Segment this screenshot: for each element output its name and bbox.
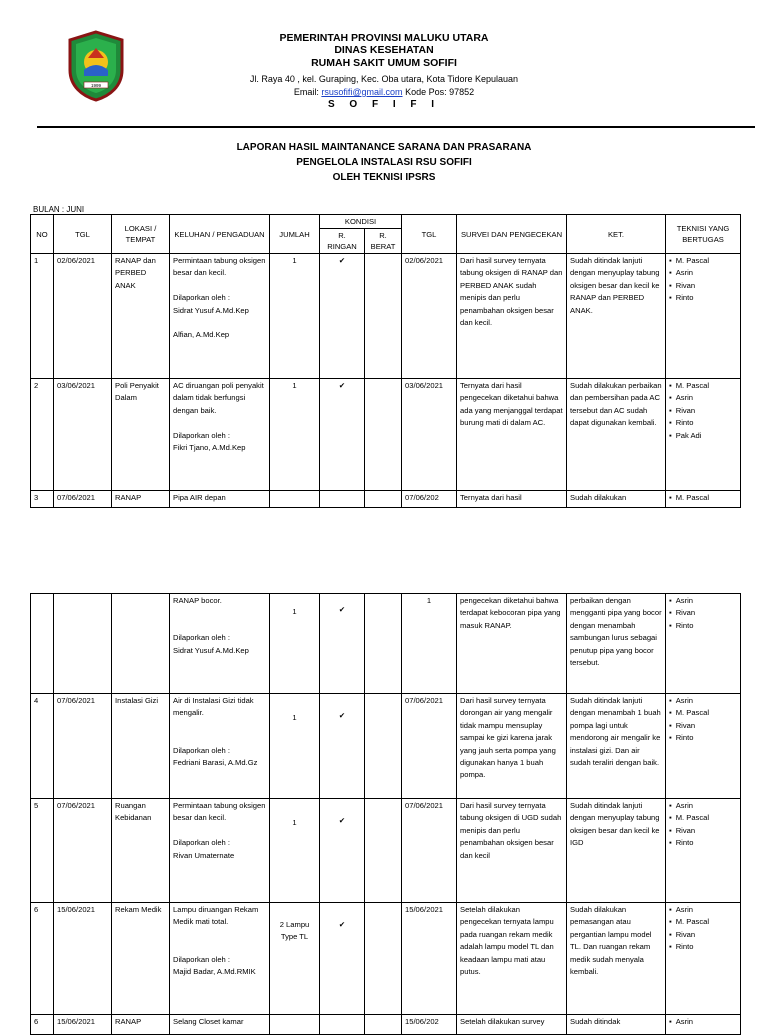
technician-item: ▪ Rivan	[669, 405, 737, 417]
row-location: RANAP	[112, 1015, 170, 1035]
row-location: Ruangan Kebidanan	[112, 799, 170, 903]
row-technicians	[666, 594, 741, 694]
col-tgl2: TGL	[402, 215, 457, 254]
row-date	[54, 594, 112, 694]
technician-item: ▪ Rivan	[669, 607, 737, 619]
header-row	[31, 215, 741, 229]
row-complaint: Pipa AIR depan	[170, 491, 270, 508]
row-survey: Dari hasil survey ternyata tabung oksigen di UGD sudah menipis dan perlu penambahan oksigen besar dan kecil	[457, 799, 567, 903]
technician-item: ▪ M. Pascal	[669, 380, 737, 392]
technician-item: ▪ Rinto	[669, 732, 737, 744]
row-complaint: Permintaan tabung oksigen besar dan kecil. Dilaporkan oleh : Rivan Umaternate	[170, 799, 270, 903]
col-keluhan: KELUHAN / PENGADUAN	[170, 215, 270, 254]
report-month: BULAN : JUNI	[33, 205, 85, 214]
row-location: Rekam Medik	[112, 903, 170, 1015]
technician-item: ▪ Asrin	[669, 392, 737, 404]
row-no: 4	[31, 694, 54, 799]
city-name: S O F I F I	[327, 99, 441, 110]
table-row	[31, 1015, 741, 1035]
row-complaint: Air di Instalasi Gizi tidak mengalir. Dilaporkan oleh : Fedriani Barasi, A.Md.Gz	[170, 694, 270, 799]
row-complaint: Lampu diruangan Rekam Medik mati total. Dilaporkan oleh : Majid Badar, A.Md.RMIK	[170, 903, 270, 1015]
minor-damage-check-icon: ✔	[320, 379, 365, 491]
col-tgl: TGL	[54, 215, 112, 254]
row-date: 15/06/2021	[54, 1015, 112, 1035]
col-survei: SURVEI DAN PENGECEKAN	[457, 215, 567, 254]
row-remarks: Sudah ditindak lanjuti dengan menambah 1 buah pompa lagi untuk mendorong air mengalir ke instalasi gizi. Dan air sudah teraliri dengan baik.	[567, 694, 666, 799]
row-no: 6	[31, 903, 54, 1015]
row-quantity: 1	[270, 694, 320, 799]
row-minor-damage	[320, 491, 365, 508]
row-major-damage	[365, 379, 402, 491]
row-no: 2	[31, 379, 54, 491]
minor-damage-check-icon: ✔	[320, 799, 365, 903]
postal-code: Kode Pos: 97852	[405, 87, 475, 97]
technician-item: ▪ Asrin	[669, 595, 737, 607]
svg-text:1999: 1999	[90, 83, 102, 88]
maintenance-table-continued	[30, 593, 741, 1035]
row-quantity	[270, 491, 320, 508]
row-no: 5	[31, 799, 54, 903]
row-location	[112, 594, 170, 694]
col-r-berat: R. BERAT	[365, 229, 402, 254]
row-survey: Dari hasil survey ternyata tabung oksigen di RANAP dan PERBED ANAK sudah menipis dan perlu penambahan oksigen besar dan kecil.	[457, 254, 567, 379]
row-complaint: RANAP bocor. Dilaporkan oleh : Sidrat Yusuf A.Md.Kep	[170, 594, 270, 694]
row-no: 3	[31, 491, 54, 508]
row-major-damage	[365, 491, 402, 508]
col-kondisi: KONDISI	[320, 215, 402, 229]
dept-title: DINAS KESEHATAN	[334, 44, 434, 56]
page-2	[0, 590, 768, 1024]
row-survey: Setelah dilakukan pengecekan ternyata lampu pada ruangan rekam medik adalah lampu model TL dan keadaan lampu mati atau putus.	[457, 903, 567, 1015]
table-row	[31, 491, 741, 508]
row-minor-damage	[320, 1015, 365, 1035]
page-gap	[0, 535, 768, 590]
row-date: 07/06/2021	[54, 694, 112, 799]
gov-title: PEMERINTAH PROVINSI MALUKU UTARA	[279, 32, 489, 44]
contact-line	[210, 87, 558, 97]
row-check-date: 02/06/2021	[402, 254, 457, 379]
row-major-damage	[365, 694, 402, 799]
table-row	[31, 594, 741, 694]
row-major-damage	[365, 254, 402, 379]
row-survey: Dari hasil survey ternyata dorongan air yang mengalir tidak mampu mensuplay sampai ke gizi karena jarak yang jauh serta pompa yang digunakan hanya 1 buah pompa.	[457, 694, 567, 799]
table-row	[31, 799, 741, 903]
col-ket: KET.	[567, 215, 666, 254]
row-quantity: 1	[270, 594, 320, 694]
technician-item: ▪ M. Pascal	[669, 492, 737, 504]
address: Jl. Raya 40 , kel. Guraping, Kec. Oba utara, Kota Tidore Kepulauan	[249, 74, 519, 84]
row-complaint: AC diruangan poli penyakit dalam tidak berfungsi dengan baik. Dilaporkan oleh : Fikri Tjano, A.Md.Kep	[170, 379, 270, 491]
table-row	[31, 903, 741, 1015]
technician-item: ▪ Rinto	[669, 837, 737, 849]
row-complaint: Permintaan tabung oksigen besar dan kecil. Dilaporkan oleh : Sidrat Yusuf A.Md.Kep Alfian, A.Md.Kep	[170, 254, 270, 379]
row-check-date: 15/06/2021	[402, 903, 457, 1015]
maintenance-table	[30, 214, 741, 508]
row-location: RANAP dan PERBED ANAK	[112, 254, 170, 379]
minor-damage-check-icon: ✔	[320, 694, 365, 799]
table-row	[31, 379, 741, 491]
province-emblem-logo	[66, 30, 126, 102]
report-title-2: PENGELOLA INSTALASI RSU SOFIFI	[296, 157, 472, 168]
technician-item: ▪ Asrin	[669, 267, 737, 279]
col-jumlah: JUMLAH	[270, 215, 320, 254]
row-location: Poli Penyakit Dalam	[112, 379, 170, 491]
row-check-date: 07/06/2021	[402, 694, 457, 799]
technician-item: ▪ Rivan	[669, 280, 737, 292]
row-check-date: 07/06/202	[402, 491, 457, 508]
col-teknisi: TEKNISI YANG BERTUGAS	[666, 215, 741, 254]
minor-damage-check-icon: ✔	[320, 254, 365, 379]
minor-damage-check-icon: ✔	[320, 594, 365, 694]
row-remarks: Sudah dilakukan pemasangan atau pergantian lampu model TL. Dan ruangan rekam medik sudah menyala kembali.	[567, 903, 666, 1015]
minor-damage-check-icon: ✔	[320, 903, 365, 1015]
technician-item: ▪ M. Pascal	[669, 916, 737, 928]
row-major-damage	[365, 799, 402, 903]
technician-item: ▪ Asrin	[669, 1016, 737, 1028]
row-major-damage	[365, 594, 402, 694]
row-remarks: perbaikan dengan mengganti pipa yang bocor dengan menambah sambungan lurus sebagai penutup pipa yang bocor tersebut.	[567, 594, 666, 694]
row-technicians	[666, 254, 741, 379]
technician-item: ▪ Asrin	[669, 800, 737, 812]
technician-item: ▪ Rivan	[669, 720, 737, 732]
row-check-date: 15/06/202	[402, 1015, 457, 1035]
col-no: NO	[31, 215, 54, 254]
technician-item: ▪ Pak Adi	[669, 430, 737, 442]
technician-item: ▪ M. Pascal	[669, 707, 737, 719]
row-technicians	[666, 491, 741, 508]
col-lokasi: LOKASI / TEMPAT	[112, 215, 170, 254]
row-technicians	[666, 903, 741, 1015]
technician-item: ▪ Rinto	[669, 941, 737, 953]
email-link[interactable]: rsusofifi@gmail.com	[321, 87, 403, 97]
row-date: 07/06/2021	[54, 491, 112, 508]
hospital-title: RUMAH SAKIT UMUM SOFIFI	[311, 57, 457, 69]
row-quantity: 1	[270, 379, 320, 491]
technician-item: ▪ Asrin	[669, 695, 737, 707]
technician-item: ▪ Rinto	[669, 292, 737, 304]
row-quantity: 1	[270, 799, 320, 903]
header-divider	[37, 126, 755, 128]
row-quantity: 1	[270, 254, 320, 379]
row-technicians	[666, 379, 741, 491]
report-title-3: OLEH TEKNISI IPSRS	[332, 172, 436, 183]
row-complaint: Selang Closet kamar	[170, 1015, 270, 1035]
row-date: 07/06/2021	[54, 799, 112, 903]
row-survey: pengecekan diketahui bahwa terdapat kebocoran pipa yang masuk RANAP.	[457, 594, 567, 694]
row-date: 03/06/2021	[54, 379, 112, 491]
technician-item: ▪ M. Pascal	[669, 812, 737, 824]
row-survey: Ternyata dari hasil	[457, 491, 567, 508]
technician-item: ▪ M. Pascal	[669, 255, 737, 267]
row-survey: Setelah dilakukan survey	[457, 1015, 567, 1035]
row-no: 1	[31, 254, 54, 379]
row-technicians	[666, 799, 741, 903]
row-remarks: Sudah dilakukan	[567, 491, 666, 508]
table-row	[31, 254, 741, 379]
technician-item: ▪ Rivan	[669, 825, 737, 837]
row-remarks: Sudah ditindak	[567, 1015, 666, 1035]
row-major-damage	[365, 1015, 402, 1035]
email-label: Email:	[293, 87, 319, 97]
row-quantity	[270, 1015, 320, 1035]
row-location: Instalasi Gizi	[112, 694, 170, 799]
row-check-date: 03/06/2021	[402, 379, 457, 491]
table-row	[31, 694, 741, 799]
row-technicians	[666, 694, 741, 799]
technician-item: ▪ Rivan	[669, 929, 737, 941]
row-date: 02/06/2021	[54, 254, 112, 379]
row-check-date: 1	[402, 594, 457, 694]
report-title-1: LAPORAN HASIL MAINTANANCE SARANA DAN PRASARANA	[236, 142, 532, 153]
row-no	[31, 594, 54, 694]
row-technicians	[666, 1015, 741, 1035]
row-location: RANAP	[112, 491, 170, 508]
row-remarks: Sudah dilakukan perbaikan dan pembersihan pada AC tersebut dan AC sudah dapat digunakan kembali.	[567, 379, 666, 491]
row-check-date: 07/06/2021	[402, 799, 457, 903]
row-remarks: Sudah ditindak lanjuti dengan menyuplay tabung oksigen besar dan kecil ke RANAP dan PERBED ANAK.	[567, 254, 666, 379]
technician-item: ▪ Rinto	[669, 620, 737, 632]
row-quantity: 2 Lampu Type TL	[270, 903, 320, 1015]
row-no: 6	[31, 1015, 54, 1035]
technician-item: ▪ Rinto	[669, 417, 737, 429]
row-remarks: Sudah ditindak lanjuti dengan menyuplay tabung oksigen besar dan kecil ke IGD	[567, 799, 666, 903]
row-major-damage	[365, 903, 402, 1015]
col-r-ringan: R. RINGAN	[320, 229, 365, 254]
technician-item: ▪ Asrin	[669, 904, 737, 916]
row-survey: Ternyata dari hasil pengecekan diketahui bahwa ada yang menjanggal terdapat burung mati di dalam AC.	[457, 379, 567, 491]
row-date: 15/06/2021	[54, 903, 112, 1015]
